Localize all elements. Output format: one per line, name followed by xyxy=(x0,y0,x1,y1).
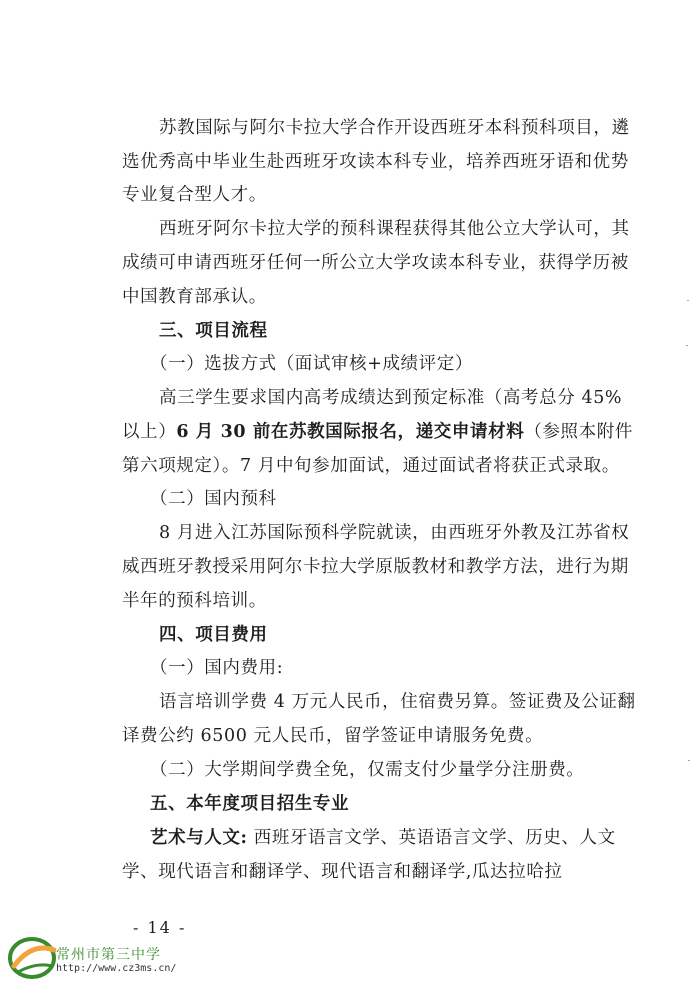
arts-label: 艺术与人文: xyxy=(150,828,248,848)
section3-sub2-line-2: 威西班牙教授采用阿尔卡拉大学原版教材和教学方法，进行为期 xyxy=(122,557,629,577)
section3-sub1-line-2 xyxy=(122,421,633,443)
recognition-line-2: 成绩可申请西班牙任何一所公立大学攻读本科专业，获得学历被 xyxy=(122,253,629,273)
scan-speck xyxy=(688,760,690,761)
registration-deadline-emphasis: 6 月 30 前在苏教国际报名，递交申请材料 xyxy=(176,422,525,442)
arts-line-2: 学、现代语言和翻译学、现代语言和翻译学,瓜达拉哈拉 xyxy=(122,862,563,882)
section4-heading: 四、项目费用 xyxy=(159,625,268,645)
watermark-url: http://www.cz3ms.cn/ xyxy=(56,963,177,974)
fee-line-2: 译费公约 6500 元人民币，留学签证申请服务免费。 xyxy=(122,726,544,746)
recognition-line-1: 西班牙阿尔卡拉大学的预科课程获得其他公立大学认可，其 xyxy=(159,219,630,239)
section4-sub1-heading: （一）国内费用: xyxy=(150,658,284,678)
section3-sub2-line-1: 8 月进入江苏国际预科学院就读，由西班牙外教及江苏省权 xyxy=(159,523,630,543)
scan-speck xyxy=(686,345,688,346)
section3-sub2-line-3: 半年的预科培训。 xyxy=(122,591,267,611)
watermark-school-name: 常州市第三中学 xyxy=(56,947,161,963)
recognition-line-3: 中国教育部承认。 xyxy=(122,287,267,307)
intro-line-1: 苏教国际与阿尔卡拉大学合作开设西班牙本科预科项目，遴 xyxy=(159,118,630,138)
arts-majors-start: 西班牙语言文学、英语语言文学、历史、人文 xyxy=(247,828,616,848)
line2-prefix: 以上） xyxy=(122,422,177,442)
section3-sub2-heading: （二）国内预科 xyxy=(150,489,277,509)
section3-sub1-line-3: 第六项规定）。7 月中旬参加面试，通过面试者将获正式录取。 xyxy=(122,456,620,476)
intro-line-2: 选优秀高中毕业生赴西班牙攻读本科专业，培养西班牙语和优势 xyxy=(122,152,629,172)
section3-sub1-heading: （一）选拔方式（面试审核+成绩评定） xyxy=(150,354,473,374)
scan-speck xyxy=(687,300,689,301)
section5-heading: 五、本年度项目招生专业 xyxy=(150,794,350,814)
page-number: - 14 - xyxy=(133,918,187,937)
arts-line-1 xyxy=(150,827,616,849)
section4-sub2: （二）大学期间学费全免，仅需支付少量学分注册费。 xyxy=(150,760,585,780)
section3-heading: 三、项目流程 xyxy=(159,321,268,341)
intro-line-3: 专业复合型人才。 xyxy=(122,185,267,205)
section3-sub1-line-1: 高三学生要求国内高考成绩达到预定标准（高考总分 45% xyxy=(159,388,623,408)
line2-suffix: （参照本附件 xyxy=(524,422,633,442)
fee-line-1: 语言培训学费 4 万元人民币，住宿费另算。签证费及公证翻 xyxy=(159,692,636,712)
